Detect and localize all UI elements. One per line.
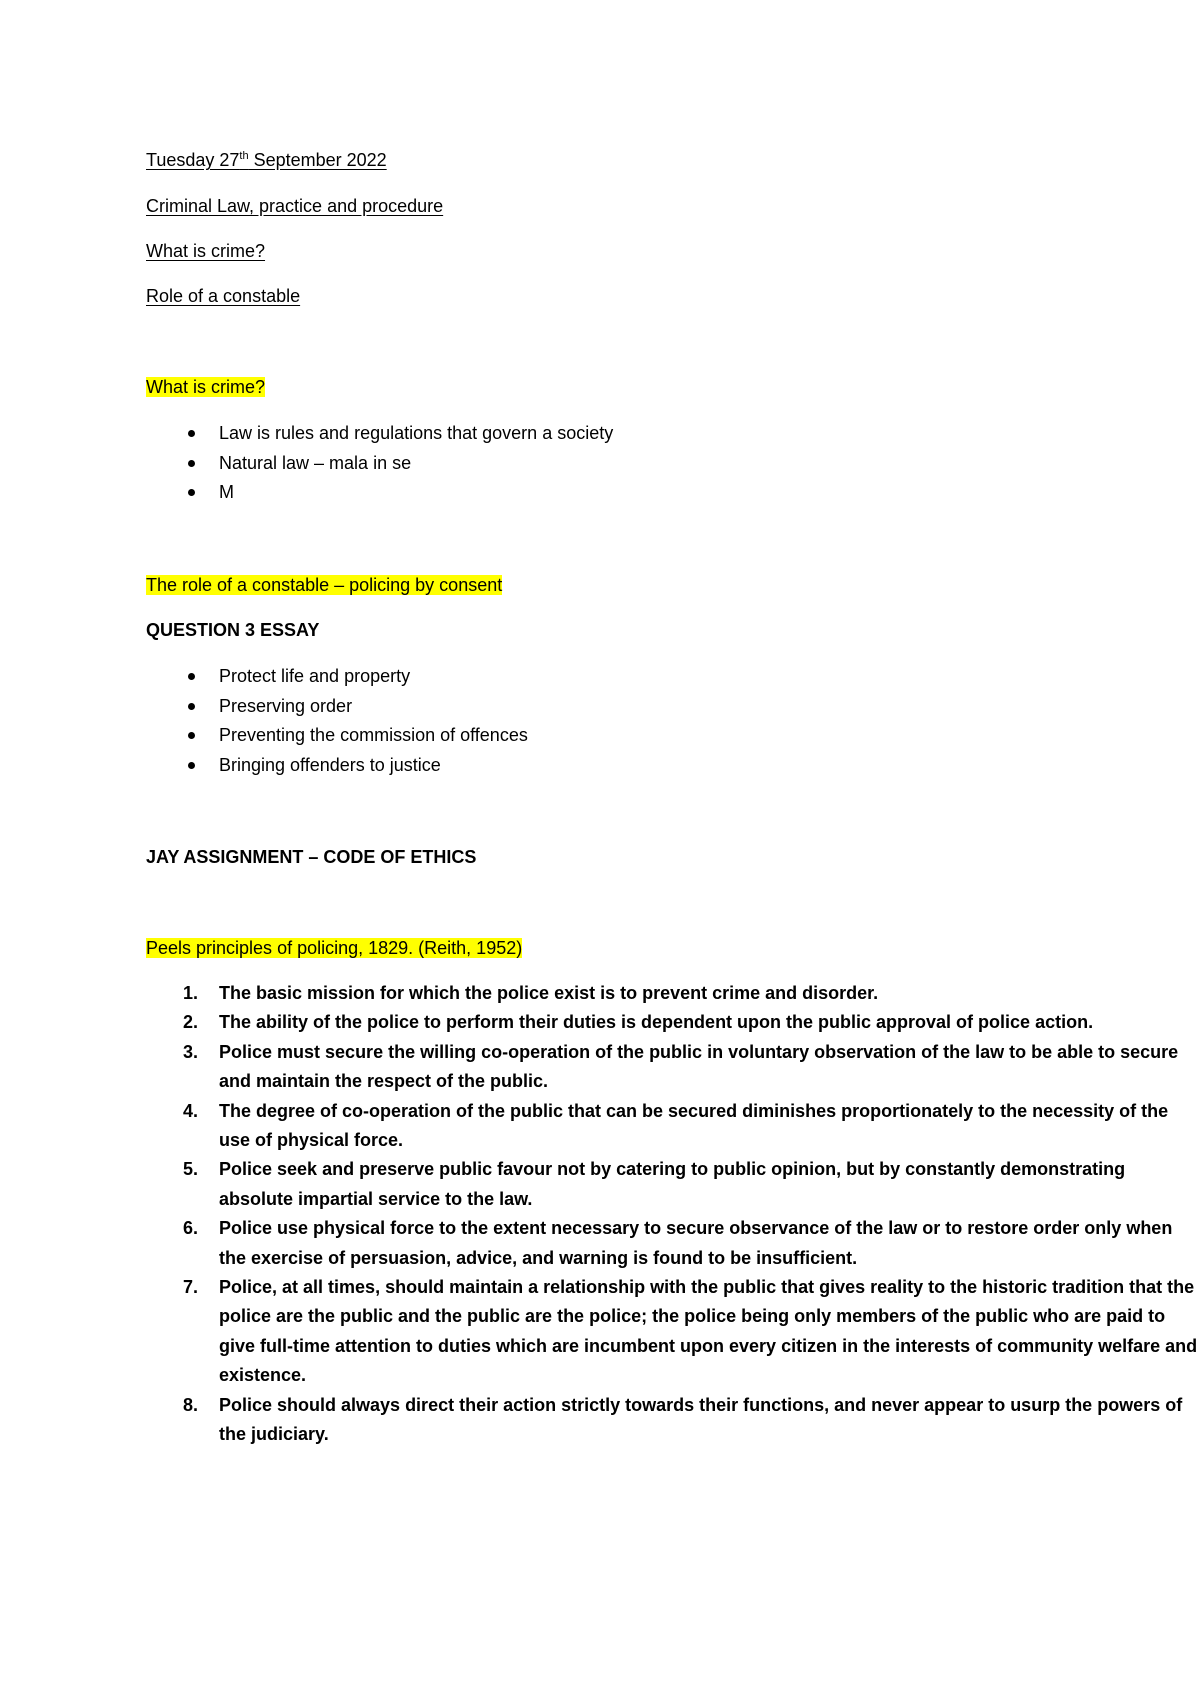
date-prefix: Tuesday 27 [146, 150, 240, 170]
date-superscript: th [239, 150, 249, 162]
constable-bullet-list [146, 664, 528, 782]
list-item-text: Police, at all times, should maintain a relationship with the public that gives reality to the historic tradition that the police are the public and the public are the police; the police being only members of the public who are paid to give full-time attention to duties which are incumbent upon every citizen in the interests of community welfare and existence. [219, 1277, 1198, 1386]
list-item-text: Police should always direct their action strictly towards their functions, and never appear to usurp the powers of the judiciary. [219, 1394, 1183, 1445]
list-item [146, 480, 613, 510]
list-item-text: Police use physical force to the extent necessary to secure observance of the law or to restore order only when the exercise of persuasion, advice, and warning is found to be insufficient. [219, 1218, 1173, 1268]
section-constable-title [146, 573, 502, 597]
list-item-text: Police must secure the willing co-operation of the public in voluntary observation of the law to be able to secure and maintain the respect of the public. [219, 1041, 1179, 1092]
bullet-icon [188, 703, 195, 710]
list-item-text: M [219, 482, 234, 502]
list-item-text: Law is rules and regulations that govern a society [219, 423, 614, 443]
list-item-number: 3. [183, 1041, 199, 1062]
bullet-icon [188, 732, 195, 739]
assignment-heading: JAY ASSIGNMENT – CODE OF ETHICS [146, 847, 477, 867]
list-item-text: Bringing offenders to justice [219, 754, 441, 775]
list-item-text: Preventing the commission of offences [219, 725, 528, 745]
list-item-text: Protect life and property [219, 666, 411, 686]
list-item [146, 979, 1199, 1008]
list-item [146, 723, 528, 753]
list-item [146, 451, 613, 481]
list-item [146, 1097, 1199, 1156]
date-suffix: September 2022 [248, 150, 387, 170]
list-item-number: 6. [183, 1218, 199, 1239]
list-item-text: Preserving order [219, 695, 353, 716]
list-item-number: 1. [183, 983, 199, 1003]
list-item-text: The degree of co-operation of the public that can be secured diminishes proportionately to the necessity of the use of physical force. [219, 1100, 1169, 1151]
crime-bullet-list [146, 421, 613, 510]
list-item [146, 1273, 1199, 1391]
list-item-number: 8. [183, 1394, 199, 1415]
topic-what-is-crime: What is crime? [146, 241, 266, 261]
list-item [146, 1214, 1199, 1273]
section-crime-title [146, 375, 265, 399]
bullet-icon [188, 489, 195, 496]
bullet-icon [188, 762, 195, 769]
section-peel-title-text: Peels principles of policing, 1829. (Reith, 1952) [146, 938, 523, 958]
list-item-text: Natural law – mala in se [219, 452, 412, 473]
list-item-number: 7. [183, 1277, 199, 1298]
list-item [146, 1038, 1199, 1097]
list-item-text: The ability of the police to perform their duties is dependent upon the public approval of police action. [219, 1012, 1094, 1033]
question-heading: QUESTION 3 ESSAY [146, 620, 320, 640]
list-item-number: 5. [183, 1159, 199, 1180]
course-heading: Criminal Law, practice and procedure [146, 196, 444, 216]
section-peel-title [146, 936, 522, 960]
list-item-number: 4. [183, 1100, 199, 1121]
list-item [146, 1008, 1199, 1037]
list-item-text: The basic mission for which the police exist is to prevent crime and disorder. [219, 983, 879, 1003]
list-item [146, 753, 528, 783]
bullet-icon [188, 460, 195, 467]
peel-principles-list [146, 979, 1199, 1450]
list-item [146, 664, 528, 694]
list-item-number: 2. [183, 1012, 199, 1033]
section-constable-title-text: The role of a constable – policing by consent [146, 575, 503, 595]
date-heading [146, 148, 387, 172]
bullet-icon [188, 673, 195, 680]
list-item [146, 694, 528, 724]
section-crime-title-text: What is crime? [146, 377, 266, 397]
list-item [146, 1391, 1199, 1450]
bullet-icon [188, 430, 195, 437]
list-item-text: Police seek and preserve public favour not by catering to public opinion, but by constantly demonstrating absolute impartial service to the law. [219, 1159, 1126, 1209]
topic-role-of-constable: Role of a constable [146, 286, 301, 306]
list-item [146, 421, 613, 451]
list-item [146, 1155, 1199, 1214]
